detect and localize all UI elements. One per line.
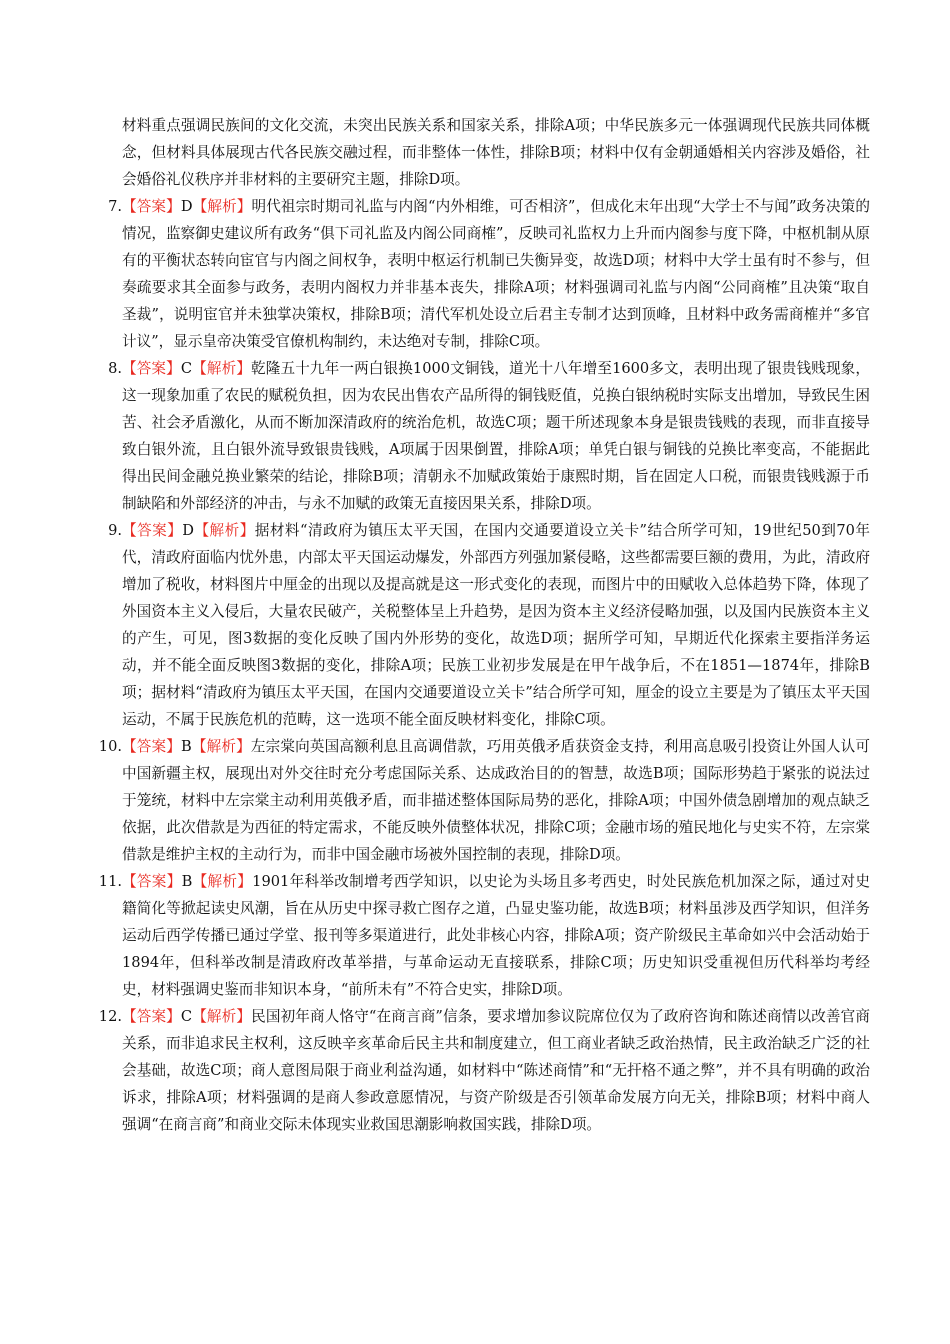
question-7-explanation bbox=[80, 193, 870, 355]
answer-letter: B bbox=[180, 738, 192, 755]
analysis-text: 明代祖宗时期司礼监与内阁“内外相维，可否相济”，但成化末年出现“大学士不与闻”政务决策的情况，监察御史建议所有政务“俱下司礼监及内阁公同商榷”，反映司礼监权力上升而内阁参与度下降，中枢机制从原有的平衡状态转向宦官与内阁之间权争，表明中枢运行机制已失衡异变，故选D项；材料中大学士虽有时不参与，但奏疏要求其全面参与政务，表明内阁权力并非基本丧失，排除A项；材料强调司礼监与内阁“公同商榷”且决策“取自圣裁”，说明宦官并未独掌决策权，排除B项；清代军机处设立后君主专制才达到顶峰，且材料中政务需商榷并“多官计议”，显示皇帝决策受官僚机构制约，未达绝对专制，排除C项。 bbox=[122, 198, 870, 350]
question-number: 7. bbox=[108, 198, 122, 215]
answer-explanations bbox=[80, 112, 870, 1138]
analysis-text: 据材料“清政府为镇压太平天国，在国内交通要道设立关卡”结合所学可知，19世纪50到70年代，清政府面临内忧外患，内部太平天国运动爆发，外部西方列强加紧侵略，这些都需要巨额的费用，为此，清政府增加了税收，材料图片中厘金的出现以及提高就是这一形式变化的表现，而图片中的田赋收入总体趋势下降，体现了外国资本主义入侵后，大量农民破产，关税整体呈上升趋势，是因为资本主义经济侵略加强，以及国内民族资本主义的产生，可见，图3数据的变化反映了国内外形势的变化，故选D项；据所学可知，早期近代化探索主要指洋务运动，并不能全面反映图3数据的变化，排除A项；民族工业初步发展是在甲午战争后，不在1851—1874年，排除B项；据材料“清政府为镇压太平天国，在国内交通要道设立关卡”结合所学可知，厘金的设立主要是为了镇压太平天国运动，不属于民族危机的范畴，这一选项不能全面反映材料变化，排除C项。 bbox=[122, 522, 870, 728]
answer-letter: C bbox=[180, 360, 193, 377]
analysis-label: 【解析】 bbox=[192, 360, 252, 377]
question-number: 10. bbox=[98, 738, 122, 755]
answer-letter: B bbox=[181, 873, 193, 890]
question-number: 8. bbox=[108, 360, 122, 377]
analysis-text: 乾隆五十九年一两白银换1000文铜钱，道光十八年增至1600多文，表明出现了银贵钱贱现象，这一现象加重了农民的赋税负担，因为农民出售农产品所得的铜钱贬值，兑换白银纳税时实际支出增加，导致民生困苦、社会矛盾激化，从而不断加深清政府的统治危机，故选C项；题干所述现象本身是银贵钱贱的表现，而非直接导致白银外流，且白银外流导致银贵钱贱，A项属于因果倒置，排除A项；单凭白银与铜钱的兑换比率变高，不能据此得出民间金融兑换业繁荣的结论，排除B项；清朝永不加赋政策始于康熙时期，旨在固定人口税，而银贵钱贱源于币制缺陷和外部经济的冲击，与永不加赋的政策无直接因果关系，排除D项。 bbox=[122, 360, 870, 512]
continued-paragraph: 材料重点强调民族间的文化交流，未突出民族关系和国家关系，排除A项；中华民族多元一体强调现代民族共同体概念，但材料具体展现古代各民族交融过程，而非整体一体性，排除B项；材料中仅有金朝通婚相关内容涉及婚俗，社会婚俗礼仪秩序并非材料的主要研究主题，排除D项。 bbox=[122, 117, 870, 188]
analysis-label: 【解析】 bbox=[194, 522, 255, 539]
analysis-text: 左宗棠向英国高额利息且高调借款，巧用英俄矛盾获资金支持，利用高息吸引投资让外国人认可中国新疆主权，展现出对外交往时充分考虑国际关系、达成政治目的的智慧，故选B项；国际形势趋于紧张的说法过于笼统，材料中左宗棠主动利用英俄矛盾，而非描述整体国际局势的恶化，排除A项；中国外债急剧增加的观点缺乏依据，此次借款是为西征的特定需求，不能反映外债整体状况，排除C项；金融市场的殖民地化与史实不符，左宗棠借款是维护主权的主动行为，而非中国金融市场被外国控制的表现，排除D项。 bbox=[122, 738, 870, 863]
answer-label: 【答案】 bbox=[122, 1008, 181, 1025]
answer-letter: D bbox=[180, 198, 193, 215]
answer-letter: C bbox=[180, 1008, 193, 1025]
explanation-body bbox=[122, 868, 870, 1003]
explanation-body bbox=[122, 733, 870, 868]
answer-label: 【答案】 bbox=[122, 522, 183, 539]
explanation-body bbox=[122, 355, 870, 517]
analysis-label: 【解析】 bbox=[192, 1008, 252, 1025]
question-12-explanation bbox=[80, 1003, 870, 1138]
question-11-explanation bbox=[80, 868, 870, 1003]
answer-label: 【答案】 bbox=[122, 198, 181, 215]
question-8-explanation bbox=[80, 355, 870, 517]
answer-letter: D bbox=[182, 522, 194, 539]
explanation-body bbox=[122, 193, 870, 355]
analysis-text: 1901年科举改制增考西学知识，以史论为头场且多考西史，时处民族危机加深之际，通过对史籍简化等掀起读史风潮，旨在从历史中探寻救亡图存之道，凸显史鉴功能，故选B项；材料虽涉及西学知识，但洋务运动后西学传播已通过学堂、报刊等多渠道进行，此处非核心内容，排除A项；资产阶级民主革命如兴中会活动始于1894年，但科举改制是清政府改革举措，与革命运动无直接联系，排除C项；历史知识受重视但历代科举均考经史，材料强调史鉴而非知识本身，“前所未有”不符合史实，排除D项。 bbox=[122, 873, 870, 998]
analysis-text: 民国初年商人恪守“在商言商”信条，要求增加参议院席位仅为了政府咨询和陈述商情以改善官商关系，而非追求民主权利，这反映辛亥革命后民主共和制度建立，但工商业者缺乏政治热情，民主政治缺乏广泛的社会基础，故选C项；商人意图局限于商业利益沟通，如材料中“陈述商情”和“无扞格不通之弊”，并不具有明确的政治诉求，排除A项；材料强调的是商人参政意愿情况，与资产阶级是否引领革命发展方向无关，排除B项；材料中商人强调“在商言商”和商业交际未体现实业救国思潮影响救国实践，排除D项。 bbox=[122, 1008, 870, 1133]
analysis-label: 【解析】 bbox=[192, 873, 253, 890]
analysis-label: 【解析】 bbox=[191, 738, 251, 755]
question-9-explanation bbox=[80, 517, 870, 733]
question-number: 12. bbox=[98, 1008, 122, 1025]
answer-label: 【答案】 bbox=[122, 873, 182, 890]
explanation-body bbox=[122, 1003, 870, 1138]
answer-label: 【答案】 bbox=[122, 360, 181, 377]
question-number: 9. bbox=[108, 522, 122, 539]
question-number: 11. bbox=[98, 873, 122, 890]
analysis-label: 【解析】 bbox=[192, 198, 252, 215]
answer-label: 【答案】 bbox=[122, 738, 181, 755]
question-10-explanation bbox=[80, 733, 870, 868]
explanation-body bbox=[122, 517, 870, 733]
